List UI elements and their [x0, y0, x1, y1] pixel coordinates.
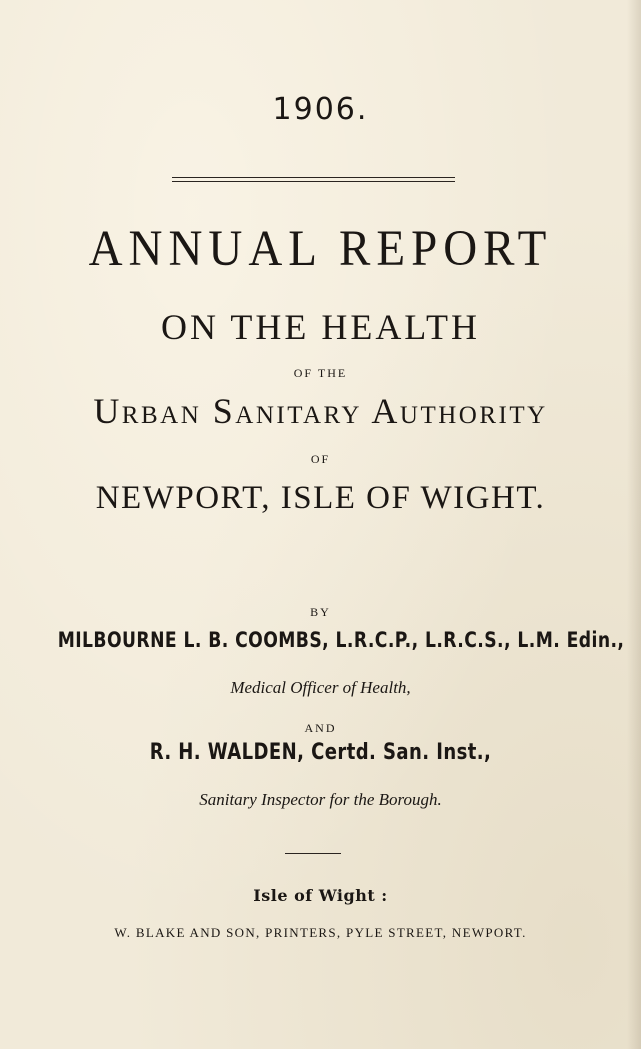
and-label: AND — [304, 721, 337, 735]
report-title: ANNUAL REPORT — [88, 220, 553, 278]
report-year: 1906. — [272, 92, 369, 127]
publication-place: Isle of Wight : — [253, 886, 388, 905]
authority-name — [0, 390, 641, 432]
of-the-label: OF THE — [293, 366, 348, 380]
place-name: NEWPORT, ISLE OF WIGHT. — [95, 480, 546, 516]
printer-imprint: W. BLAKE AND SON, PRINTERS, PYLE STREET, NEWPORT. — [114, 925, 527, 940]
of-label: OF — [310, 452, 331, 466]
double-rule-divider — [172, 177, 455, 182]
role-sanitary-inspector: Sanitary Inspector for the Borough. — [199, 790, 442, 809]
short-rule-divider — [285, 853, 341, 854]
role-medical-officer: Medical Officer of Health, — [230, 678, 411, 697]
author-sanitary-inspector: R. H. WALDEN, Certd. San. Inst., — [149, 740, 492, 765]
report-subtitle: ON THE HEALTH — [161, 307, 480, 347]
author-medical-officer: MILBOURNE L. B. COOMBS, L.R.C.P., L.R.C.S., L.M. Edin., — [57, 628, 625, 652]
authority-text: Urban Sanitary Authority — [93, 391, 548, 431]
by-label: BY — [310, 605, 331, 619]
